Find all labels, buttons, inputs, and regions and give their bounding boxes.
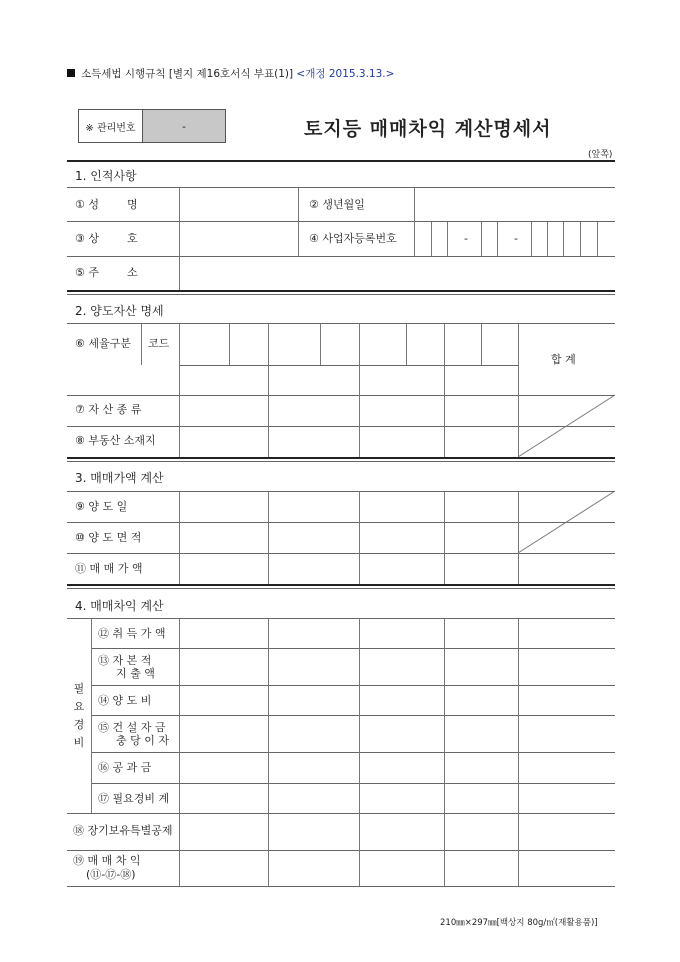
diagonal-strike: [518, 395, 615, 457]
asset-type-label: ⑦ 자 산 종 류: [75, 403, 142, 416]
form-reference: [67, 66, 394, 81]
management-number-box: [78, 109, 226, 143]
section1-heading: 1. 인적사항: [75, 169, 137, 183]
birth-date-label: ② 생년월일: [309, 198, 365, 211]
expense-total-label: ⑰ 필요경비 계: [98, 792, 170, 805]
capital-expenditure-label: ⑬ 자 본 적: [98, 654, 152, 667]
paper-spec: 210㎜×297㎜[백상지 80g/㎡(재활용품)]: [440, 918, 598, 928]
total-label: 합 계: [551, 353, 576, 366]
trading-profit-label: ⑲ 매 매 차 익: [73, 854, 141, 867]
name-label: ① 성 명: [75, 198, 138, 211]
page-side-label: (앞쪽): [588, 150, 613, 160]
transfer-cost-label: ⑭ 양 도 비: [98, 694, 152, 707]
management-number-value[interactable]: -: [143, 110, 225, 142]
management-number-label: ※ 관리번호: [79, 110, 143, 142]
diagonal-strike: [518, 491, 615, 553]
necessary-expenses-label: 필 요 경 비: [73, 682, 85, 749]
capital-expenditure-label-2: 지 출 액: [116, 667, 155, 680]
acquisition-price-label: ⑫ 취 득 가 액: [98, 627, 166, 640]
trade-name-label: ③ 상 호: [75, 232, 138, 245]
code-label: 코드: [148, 337, 170, 350]
construction-interest-label-2: 충 당 이 자: [116, 734, 169, 747]
business-number-dash: -: [464, 232, 468, 245]
property-location-label: ⑧ 부동산 소재지: [75, 434, 156, 447]
transfer-date-label: ⑨ 양 도 일: [75, 500, 128, 513]
transfer-area-label: ⑩ 양 도 면 적: [75, 531, 142, 544]
address-label: ⑤ 주 소: [75, 266, 138, 279]
regulation-text: 소득세법 시행규칙 [별지 제16호서식 부표(1)]: [81, 68, 294, 80]
business-number-dash: -: [514, 232, 518, 245]
business-number-label: ④ 사업자등록번호: [309, 232, 397, 245]
construction-interest-label: ⑮ 건 설 자 금: [98, 721, 166, 734]
tax-rate-label: ⑥ 세율구분: [75, 337, 131, 350]
bullet-square-icon: [67, 69, 75, 77]
revision-text: <개정 2015.3.13.>: [296, 68, 395, 80]
sale-price-label: ⑪ 매 매 가 액: [75, 562, 143, 575]
section3-heading: 3. 매매가액 계산: [75, 471, 164, 485]
section4-heading: 4. 매매차익 계산: [75, 599, 164, 613]
section2-heading: 2. 양도자산 명세: [75, 304, 164, 318]
trading-profit-formula: (⑪-⑰-⑱): [86, 868, 136, 881]
long-term-deduction-label: ⑱ 장기보유특별공제: [73, 824, 173, 837]
form-title: 토지등 매매차익 계산명세서: [304, 118, 552, 140]
public-dues-label: ⑯ 공 과 금: [98, 761, 152, 774]
